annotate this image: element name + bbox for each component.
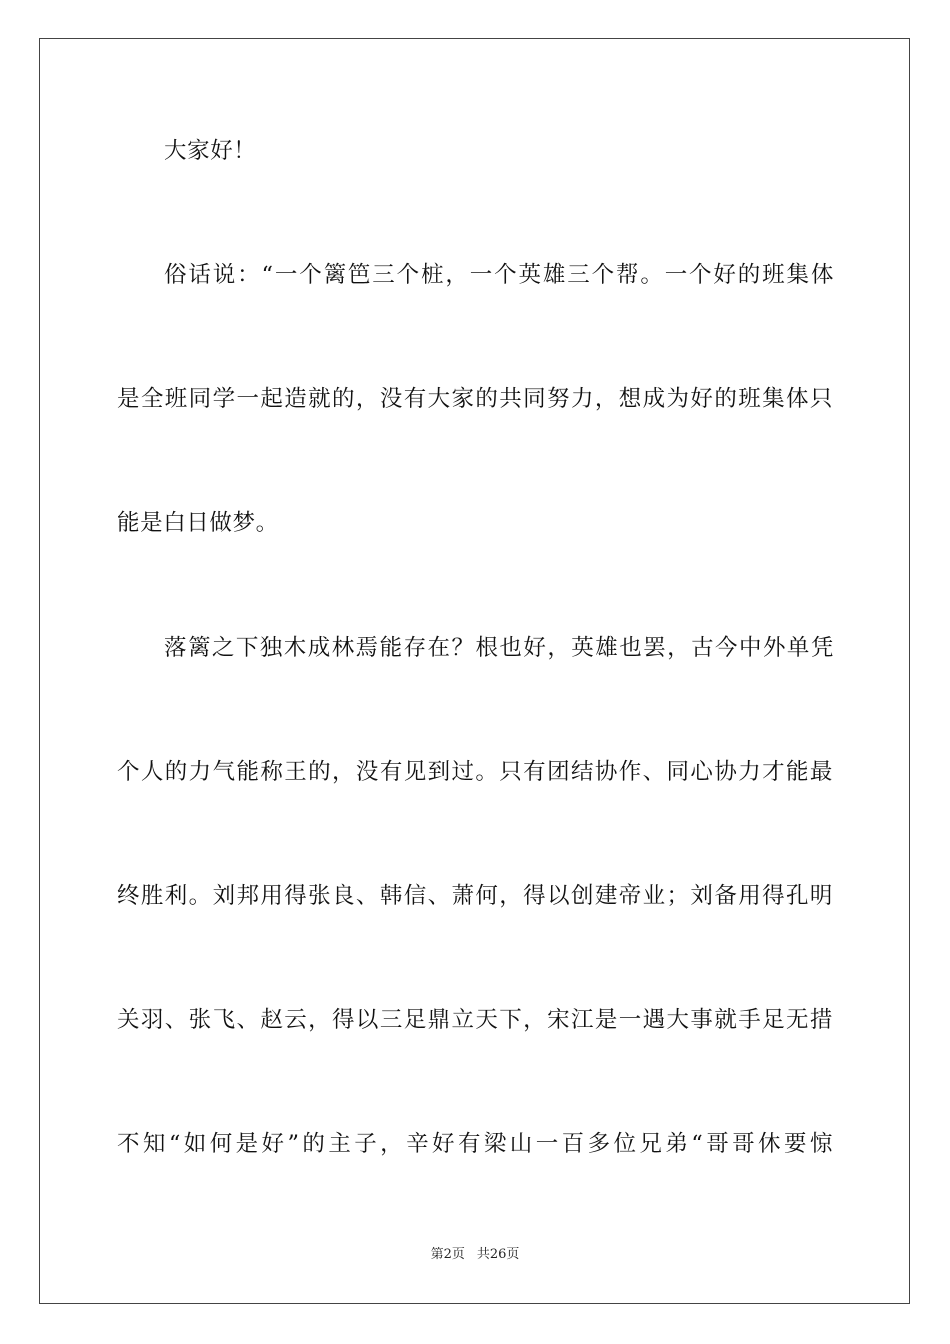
- paragraph-2-line-5: 不知“如何是好”的主子，辛好有梁山一百多位兄弟“哥哥休要惊: [117, 1131, 833, 1157]
- page-footer: [0, 1247, 950, 1263]
- paragraph-1-line-1: 俗话说：“一个篱笆三个桩，一个英雄三个帮。一个好的班集体: [164, 262, 834, 288]
- page-number: 第2页: [430, 1247, 465, 1262]
- page-border: [39, 38, 910, 1304]
- paragraph-1-line-3: 能是白日做梦。: [117, 510, 279, 536]
- paragraph-2-line-4: 关羽、张飞、赵云，得以三足鼎立天下，宋江是一遇大事就手足无措: [117, 1007, 833, 1033]
- greeting-line: 大家好！: [164, 138, 257, 164]
- page-total: 共26页: [476, 1247, 520, 1262]
- paragraph-2-line-2: 个人的力气能称王的，没有见到过。只有团结协作、同心协力才能最: [117, 759, 833, 785]
- paragraph-2-line-3: 终胜利。刘邦用得张良、韩信、萧何，得以创建帝业；刘备用得孔明: [117, 883, 833, 909]
- paragraph-2-line-1: 落篱之下独木成林焉能存在？根也好，英雄也罢，古今中外单凭: [164, 635, 834, 661]
- paragraph-1-line-2: 是全班同学一起造就的，没有大家的共同努力，想成为好的班集体只: [117, 386, 833, 412]
